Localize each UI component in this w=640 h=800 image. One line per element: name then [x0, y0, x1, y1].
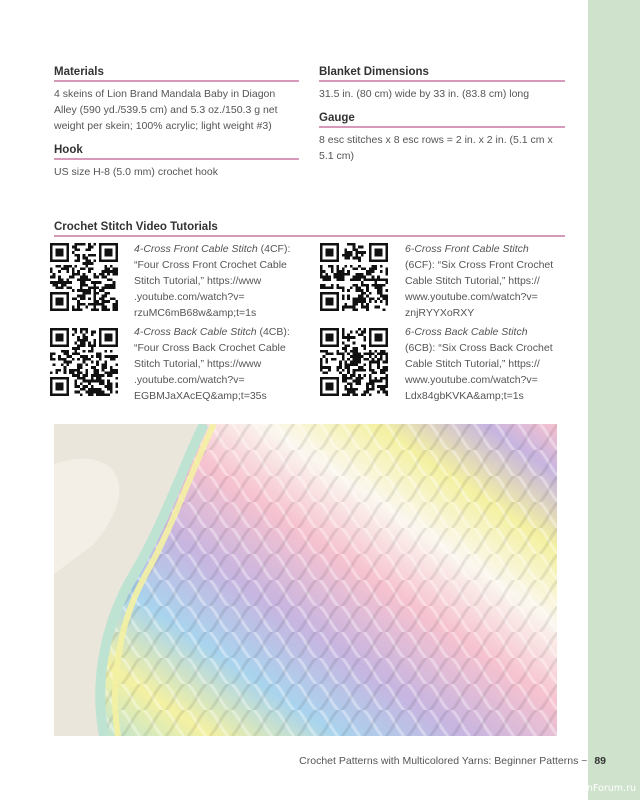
page-number: 89 [594, 755, 606, 767]
tutorial-4cb-line1: “Four Cross Back Crochet Cable [134, 342, 286, 354]
tutorial-4cb-url-line[interactable]: .youtube.com/watch?v= [134, 374, 245, 386]
tutorial-4cb-url-id[interactable]: EGBMJaXAcEQ&amp;t=35s [134, 390, 267, 402]
footer-book-title: Crochet Patterns with Multicolored Yarns: Beginner Patterns ~ [299, 755, 588, 767]
tutorial-4cb-name: 4-Cross Back Cable Stitch [134, 326, 257, 338]
tutorial-6cb [405, 324, 575, 404]
qr-code-6cb[interactable] [320, 328, 388, 396]
gauge-rule [319, 126, 565, 128]
tutorial-4cf-abbr: (4CF): [257, 243, 291, 255]
qr-code-6cf[interactable] [320, 243, 388, 311]
page-footer [299, 755, 606, 767]
materials-rule [54, 80, 299, 82]
page-edge-color-band [588, 0, 640, 800]
blanket-photo [54, 424, 557, 736]
gauge-heading: Gauge [319, 112, 355, 124]
tutorial-4cf-line2: Stitch Tutorial,” https://www [134, 275, 262, 287]
materials-heading: Materials [54, 66, 104, 78]
tutorials-rule [54, 235, 565, 237]
watermark: PassionForum.ru [557, 783, 636, 794]
tutorial-6cf-line1: Cable Stitch Tutorial,” https:// [405, 275, 540, 287]
tutorial-4cb-abbr: (4CB): [256, 326, 290, 338]
blanket-dimensions-text: 31.5 in. (80 cm) wide by 33 in. (83.8 cm) long [319, 88, 530, 100]
tutorial-4cf-url-id[interactable]: rzuMC6mB68w&amp;t=1s [134, 307, 257, 319]
tutorial-6cf [405, 241, 575, 321]
qr-code-4cf[interactable] [50, 243, 118, 311]
tutorial-4cf-name: 4-Cross Front Cable Stitch [134, 243, 258, 255]
tutorials-heading: Crochet Stitch Video Tutorials [54, 221, 218, 233]
tutorial-6cb-abbr: (6CB): “Six Cross Back Crochet [405, 342, 553, 354]
tutorial-6cb-line1: Cable Stitch Tutorial,” https:// [405, 358, 540, 370]
blanket-dimensions-heading: Blanket Dimensions [319, 66, 429, 78]
hook-heading: Hook [54, 144, 83, 156]
gauge-text: 8 esc stitches x 8 esc rows = 2 in. x 2 in. (5.1 cm x 5.1 cm) [319, 134, 553, 162]
tutorial-4cb [134, 324, 309, 404]
tutorial-6cf-url-line[interactable]: www.youtube.com/watch?v= [405, 291, 538, 303]
materials-text: 4 skeins of Lion Brand Mandala Baby in Diagon Alley (590 yd./539.5 cm) and 5.3 oz./150.3 g net weight per skein; 100% acrylic; light weight #3) [54, 88, 278, 132]
tutorial-6cf-name: 6-Cross Front Cable Stitch [405, 243, 529, 255]
blanket-illustration [54, 424, 557, 736]
qr-code-4cb[interactable] [50, 328, 118, 396]
tutorial-4cf [134, 241, 309, 321]
tutorial-6cb-name: 6-Cross Back Cable Stitch [405, 326, 528, 338]
tutorial-6cf-abbr: (6CF): “Six Cross Front Crochet [405, 259, 554, 271]
tutorial-4cf-line1: “Four Cross Front Crochet Cable [134, 259, 287, 271]
hook-rule [54, 158, 299, 160]
blanket-dimensions-rule [319, 80, 565, 82]
tutorial-4cb-line2: Stitch Tutorial,” https://www [134, 358, 262, 370]
tutorial-6cb-url-line[interactable]: www.youtube.com/watch?v= [405, 374, 538, 386]
tutorial-6cb-url-id[interactable]: Ldx84gbKVKA&amp;t=1s [405, 390, 524, 402]
tutorial-6cf-url-id[interactable]: znjRYYXoRXY [405, 307, 475, 319]
tutorial-4cf-url-line[interactable]: .youtube.com/watch?v= [134, 291, 245, 303]
hook-text: US size H-8 (5.0 mm) crochet hook [54, 166, 218, 178]
